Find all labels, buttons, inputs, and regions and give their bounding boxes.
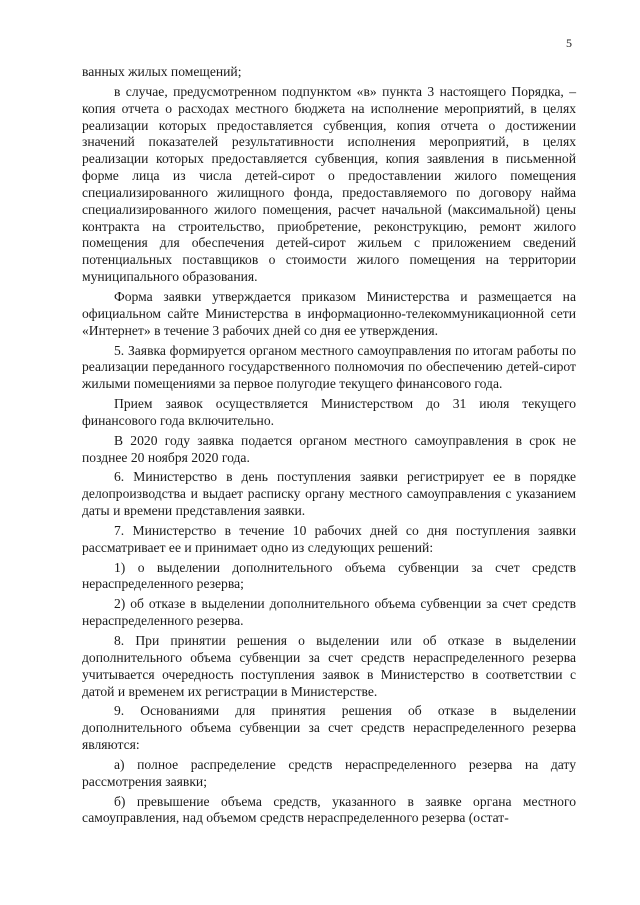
paragraph: 6. Министерство в день поступления заявки регистрирует ее в порядке делопроизводства и выдает расписку органу местного самоуправления с указанием даты и времени представления заявки. <box>82 469 576 519</box>
paragraph: 1) о выделении дополнительного объема субвенции за счет средств нераспределенного резерва; <box>82 559 576 592</box>
paragraph: В 2020 году заявка подается органом местного самоуправления в срок не позднее 20 ноября 2020 года. <box>82 432 576 465</box>
paragraph: Прием заявок осуществляется Министерством до 31 июля текущего финансового года включительно. <box>82 396 576 428</box>
paragraph: б) превышение объема средств, указанного в заявке органа местного самоуправления, над объемом средств нераспределенного резерва (остат- <box>82 793 576 826</box>
paragraph: в случае, предусмотренном подпунктом «в» пункта 3 настоящего Порядка, – копия отчета о расходах местного бюджета на исполнение мероприятий, в целях реализации которых предоставляется субвенция, копия отчета о достижении значений показателей результативности исполнения мероприятий, в целях реализации которых предоставляется субвенция, копия заявления в письменной форме лица из числа детей-сирот о предоставлении жилого помещения специализированного жилищного фонда, предоставляемого по договору найма специализированного жилого помещения, расчет начальной (максимальной) цены контракта на строительство, приобретение, реконструкцию, ремонт жилого помещения для обеспечения детей-сирот жильем с приложением сведений потенциальных поставщиков о стоимости жилого помещения на территории муниципального образования. <box>82 83 576 285</box>
page-number: 5 <box>566 36 572 50</box>
paragraph: 7. Министерство в течение 10 рабочих дней со дня поступления заявки рассматривает ее и принимает одно из следующих решений: <box>82 522 576 555</box>
paragraph: Форма заявки утверждается приказом Министерства и размещается на официальном сайте Министерства в информационно-телекоммуникационной сети «Интернет» в течение 3 рабочих дней со дня ее утверждения. <box>82 288 576 338</box>
paragraph: а) полное распределение средств нераспределенного резерва на дату рассмотрения заявки; <box>82 756 576 789</box>
document-body <box>82 64 576 830</box>
paragraph: 5. Заявка формируется органом местного самоуправления по итогам работы по реализации переданного государственного полномочия по обеспечению детей-сирот жилыми помещениями за первое полугодие текущего финансового года. <box>82 342 576 392</box>
paragraph: 8. При принятии решения о выделении или об отказе в выделении дополнительного объема субвенции за счет средств нераспределенного резерва учитывается очередность поступления заявок в Министерство в соответствии с датой и временем их регистрации в Министерстве. <box>82 633 576 699</box>
paragraph: ванных жилых помещений; <box>82 64 242 79</box>
paragraph: 2) об отказе в выделении дополнительного объема субвенции за счет средств нераспределенного резерва. <box>82 596 576 629</box>
paragraph: 9. Основаниями для принятия решения об отказе в выделении дополнительного объема субвенции за счет средств нераспределенного резерва являются: <box>82 703 576 753</box>
